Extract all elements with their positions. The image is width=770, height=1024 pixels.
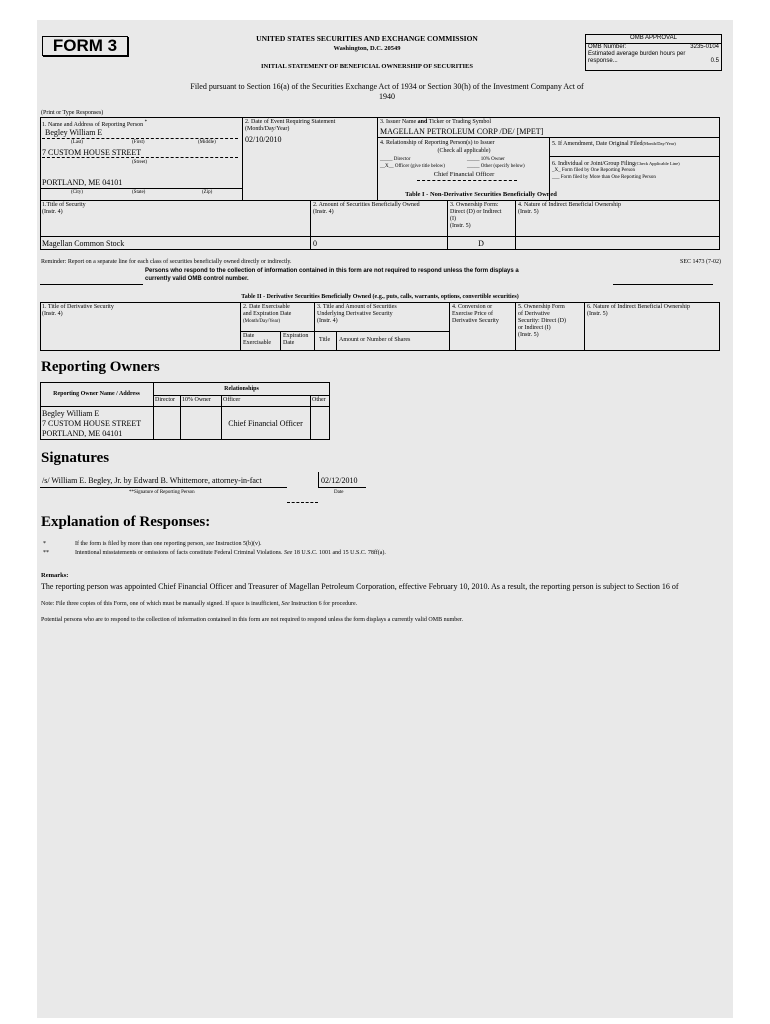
owners-col-relationships: Relationships [224, 386, 259, 392]
t2-c4-label: 4. Conversion or [452, 304, 493, 310]
state-label: (State) [132, 190, 146, 195]
middle-label: (Middle) [198, 140, 216, 145]
persons-notice-1: Persons who respond to the collection of information contained in this form are not required to respond unless the form displays a [145, 268, 519, 274]
form-sheet: FORM 3 UNITED STATES SECURITIES AND EXCHANGE COMMISSION Washington, D.C. 20549 INITIAL STATEMENT OF BENEFICIAL OWNERSHIP OF SECURITIES OMB APPROVAL OMB Number: 3235-0104 Estimated average burden hours per response... 0.5 Filed pursuant to Section 16(a) of the Securities Exchange Act of 1934 or Section 30(h) of the Investment Company Act of 1940 (Print or Type Responses) 1. Name and Address of Reporting Person * Begley William E (Last) (First) (Middle) 7 CUSTOM HOUSE STREET (Street) PORTLAND, ME 04101 (City) (State) (Zip) 2. Date of Event Requiring Statement (Month/Day/Year) 02/10/2010 3. Issuer Name and Ticker or Trading Symbol MAGELLAN PETROLEUM CORP /DE/ [MPET] 4. Relationship of Reporting Person(s) to Issuer (Check all applicable) _____ Director _____ 10% Owner __X__ Officer (give title below) _____ Other (specify below) Chief Financial Officer 5. If Amendment, Date Original Filed(Month/Day/Year) 6. Individual or Joint/Group Filing(Check Applicable Line) _X_ Form filed by One Reporting Person ___ Form filed by More than One Reporting Person Table I - Non-Derivative Securities Beneficially Owned 1.Title of Security (Instr. 4) 2. Amount of Securities Beneficially Owned (Instr. 4) 3. Ownership Form: Direct (D) or Indirect (I) (Instr. 5) 4. Nature of Indirect Beneficial Ownership (Instr. 5) Magellan Common Stock 0 D Reminder: Report on a separate line for each class of securities beneficially owned directly or indirectly. SEC 1473 (7-02) Persons who respond to the collection of information contained in this form are not required to respond unless the form displays a currently valid OMB control number. Table II - Derivative Securities Beneficially Owned (e.g., puts, calls, warrants, options, convertible securities) 1. Title of Derivative Security (Instr. 4) 2. Date Exercisable and Expiration Date (Month/Day/Year) Date Exercisable Expiration Date 3. Title and Amount of Securities Underlying Derivative Security (Instr. 4) Title Amount or Number of Shares 4. Conversion or Exercise Price of Derivative Security 5. Ownership Form of Derivative Security: Direct (D) or Indirect (I) (Instr. 5) 6. Nature of Indirect Beneficial Ownership (Instr. 5) Reporting Owners Reporting Owner Name / Address Relationships Director 10% Owner Officer Other Begley William E 7 CUSTOM HOUSE STREET PORTLAND, ME 04101 Chief Financial Officer Signatures /s/ William E. Begley, Jr. by Edward B. Whittemore, attorney-in-fact **Signature of Reporting Person 02/12/2010 Date Explanation of Responses: * If the form is filed by more than one reporting person, see Instruction 5(b)(v). ** Intentional misstatements or omissions of facts constitute Federal Criminal Violations. See 18 U.S.C. 1001 and 15 U.S.C. 78ff(a). Remarks: The reporting person was appointed Chief Financial Officer and Treasurer of Magellan Petroleum Corporation, effective February 10, 2010. As a result, the reporting person is subject to Section 16 of Note: File three copies of this Form, one of which must be manually signed. If space is insufficient, See Instruction 6 for procedure. Potential persons who are to respond to the collection of information contained in this form are not required to respond unless the form displays a currently valid OMB number. [37, 20, 733, 1018]
date-label: Date [334, 490, 344, 495]
event-date-sublabel: (Month/Day/Year) [245, 126, 290, 132]
t1-col3-label: 3. Ownership Form: [450, 202, 499, 208]
joint-more-persons: ___ Form filed by More than One Reporting Person [552, 175, 656, 180]
zip-label: (Zip) [202, 190, 213, 195]
reporting-person-name: Begley William E [45, 128, 103, 137]
t1-col2-label: 2. Amount of Securities Beneficially Owned [313, 202, 420, 208]
joint-filing-label: 6. Individual or Joint/Group Filing [552, 161, 636, 167]
relationship-ten-percent: _____ 10% Owner [467, 157, 505, 162]
table1-title: Table I - Non-Derivative Securities Beneficially Owned [405, 191, 557, 198]
filed-pursuant-line1: Filed pursuant to Section 16(a) of the Securities Exchange Act of 1934 or Section 30(h) of the Investment Company Act of [190, 82, 584, 91]
signature-date: 02/12/2010 [321, 476, 358, 485]
remarks-label: Remarks: [41, 572, 69, 579]
t2-c2-sub2: (Month/Day/Year) [243, 319, 280, 324]
t1-row-title: Magellan Common Stock [42, 239, 125, 248]
reporting-owners-heading: Reporting Owners [41, 359, 160, 375]
signature-label: **Signature of Reporting Person [129, 490, 195, 495]
t2-c5-sub2: Security: Direct (D) [518, 318, 566, 324]
t2-c3-title: Title [319, 337, 331, 343]
owner-name: Begley William E [42, 409, 100, 418]
name-label: 1. Name and Address of Reporting Person [42, 122, 144, 128]
t2-c5-sub4: (Instr. 5) [518, 332, 539, 338]
t2-c1-sub: (Instr. 4) [42, 311, 63, 317]
owner-city: PORTLAND, ME 04101 [42, 429, 123, 438]
persons-notice-2: currently valid OMB control number. [145, 276, 249, 282]
t2-c2-sub1: and Expiration Date [243, 311, 292, 317]
signatures-heading: Signatures [41, 450, 110, 466]
t2-c2-exp-date: Date [283, 340, 295, 346]
t1-row-amount: 0 [313, 239, 317, 248]
t2-c4-sub1: Exercise Price of [452, 311, 493, 317]
t2-c4-sub2: Derivative Security [452, 318, 499, 324]
omb-approval-box: OMB APPROVAL OMB Number: 3235-0104 Estimated average burden hours per response... 0.5 [585, 34, 722, 71]
table2-title: Table II - Derivative Securities Beneficially Owned (e.g., puts, calls, warrants, options, convertible securities) [241, 294, 519, 300]
t1-col4-label: 4. Nature of Indirect Beneficial Ownership [518, 202, 621, 208]
relationship-other: _____ Other (specify below) [467, 164, 525, 169]
t2-c2-exercisable: Exercisable [243, 340, 271, 346]
reminder-text: Reminder: Report on a separate line for each class of securities beneficially owned directly or indirectly. [41, 259, 292, 265]
owners-col-name: Reporting Owner Name / Address [53, 391, 140, 397]
explanation-heading: Explanation of Responses: [41, 514, 211, 530]
joint-one-person: _X_ Form filed by One Reporting Person [552, 168, 636, 173]
relationship-director: _____ Director [380, 157, 411, 162]
t2-c1-label: 1. Title of Derivative Security [42, 304, 114, 310]
t2-c2-expiration: Expiration [283, 333, 309, 339]
t2-c5-sub1: of Derivative [518, 311, 550, 317]
t2-c5-label: 5. Ownership Form [518, 304, 565, 310]
t1-col1-label: 1.Title of Security [42, 202, 86, 208]
t1-col1-sublabel: (Instr. 4) [42, 209, 63, 215]
t2-c6-label: 6. Nature of Indirect Beneficial Ownership [587, 304, 690, 310]
form-title: INITIAL STATEMENT OF BENEFICIAL OWNERSHIP OF SECURITIES [261, 63, 473, 70]
t1-col3-sub2: (I) [450, 216, 456, 222]
note2-mark: ** [43, 550, 49, 556]
event-date-label: 2. Date of Event Requiring Statement [245, 119, 336, 125]
t1-col2-sublabel: (Instr. 4) [313, 209, 334, 215]
officer-title: Chief Financial Officer [433, 171, 495, 178]
owner-officer-title: Chief Financial Officer [228, 419, 303, 428]
owners-col-director: Director [155, 397, 175, 403]
relationship-sublabel: (Check all applicable) [437, 148, 491, 154]
sec-number: SEC 1473 (7-02) [680, 259, 721, 265]
t2-c2-label: 2. Date Exercisable [243, 304, 290, 310]
city-label: (City) [71, 190, 83, 195]
remarks-text: The reporting person was appointed Chief Financial Officer and Treasurer of Magellan Petroleum Corporation, effective February 10, 2010. As a result, the reporting person is subject to Section 16 of [41, 582, 679, 591]
t2-c5-sub3: or Indirect (I) [518, 325, 551, 331]
last-label: (Last) [71, 140, 83, 145]
agency-city: Washington, D.C. 20549 [333, 45, 401, 52]
t1-col4-sublabel: (Instr. 5) [518, 209, 539, 215]
t2-c6-sub: (Instr. 5) [587, 311, 608, 317]
filed-pursuant-line2: 1940 [379, 92, 395, 101]
t1-col3-sub1: Direct (D) or Indirect [450, 209, 502, 215]
t2-c3-amount: Amount or Number of Shares [339, 337, 411, 343]
t2-c2-date: Date [243, 333, 255, 339]
owner-street: 7 CUSTOM HOUSE STREET [42, 419, 142, 428]
city-state-value: PORTLAND, ME 04101 [42, 178, 123, 187]
relationship-label: 4. Relationship of Reporting Person(s) to Issuer [380, 140, 495, 146]
signature-value: /s/ William E. Begley, Jr. by Edward B. Whittemore, attorney-in-fact [42, 476, 262, 485]
t1-row-form: D [478, 239, 484, 248]
street-label: (Street) [132, 160, 147, 165]
amendment-label: 5. If Amendment, Date Original Filed [552, 141, 643, 147]
owners-col-officer: Officer [223, 397, 241, 403]
event-date: 02/10/2010 [245, 135, 282, 144]
issuer-name: MAGELLAN PETROLEUM CORP /DE/ [MPET] [380, 127, 544, 136]
first-label: (First) [132, 140, 145, 145]
issuer-label: 3. Issuer Name [380, 119, 418, 125]
form-label: FORM 3 [42, 36, 128, 56]
note-three-copies: Note: File three copies of this Form, one of which must be manually signed. If space is insufficient, See Instruction 6 for procedure. [41, 601, 358, 607]
relationship-officer: __X__ Officer (give title below) [380, 164, 445, 169]
t2-c3-sub2: (Instr. 4) [317, 318, 338, 324]
t2-c3-sub1: Underlying Derivative Security [317, 311, 393, 317]
note2-text: Intentional misstatements or omissions of facts constitute Federal Criminal Violations. See 18 U.S.C. 1001 and 15 U.S.C. 78ff(a). [75, 550, 386, 556]
owners-col-ten: 10% Owner [182, 397, 211, 403]
potential-persons-notice: Potential persons who are to respond to the collection of information contained in this form are not required to respond unless the form displays a currently valid OMB number. [41, 617, 464, 623]
note1-mark: * [43, 541, 46, 547]
note1-text: If the form is filed by more than one reporting person, see Instruction 5(b)(v). [75, 541, 262, 547]
owners-col-other: Other [312, 397, 326, 403]
t2-c3-label: 3. Title and Amount of Securities [317, 304, 397, 310]
print-note: (Print or Type Responses) [41, 110, 104, 116]
street-value: 7 CUSTOM HOUSE STREET [42, 148, 142, 157]
t1-col3-sub3: (Instr. 5) [450, 223, 471, 229]
agency-name: UNITED STATES SECURITIES AND EXCHANGE COMMISSION [256, 34, 478, 43]
